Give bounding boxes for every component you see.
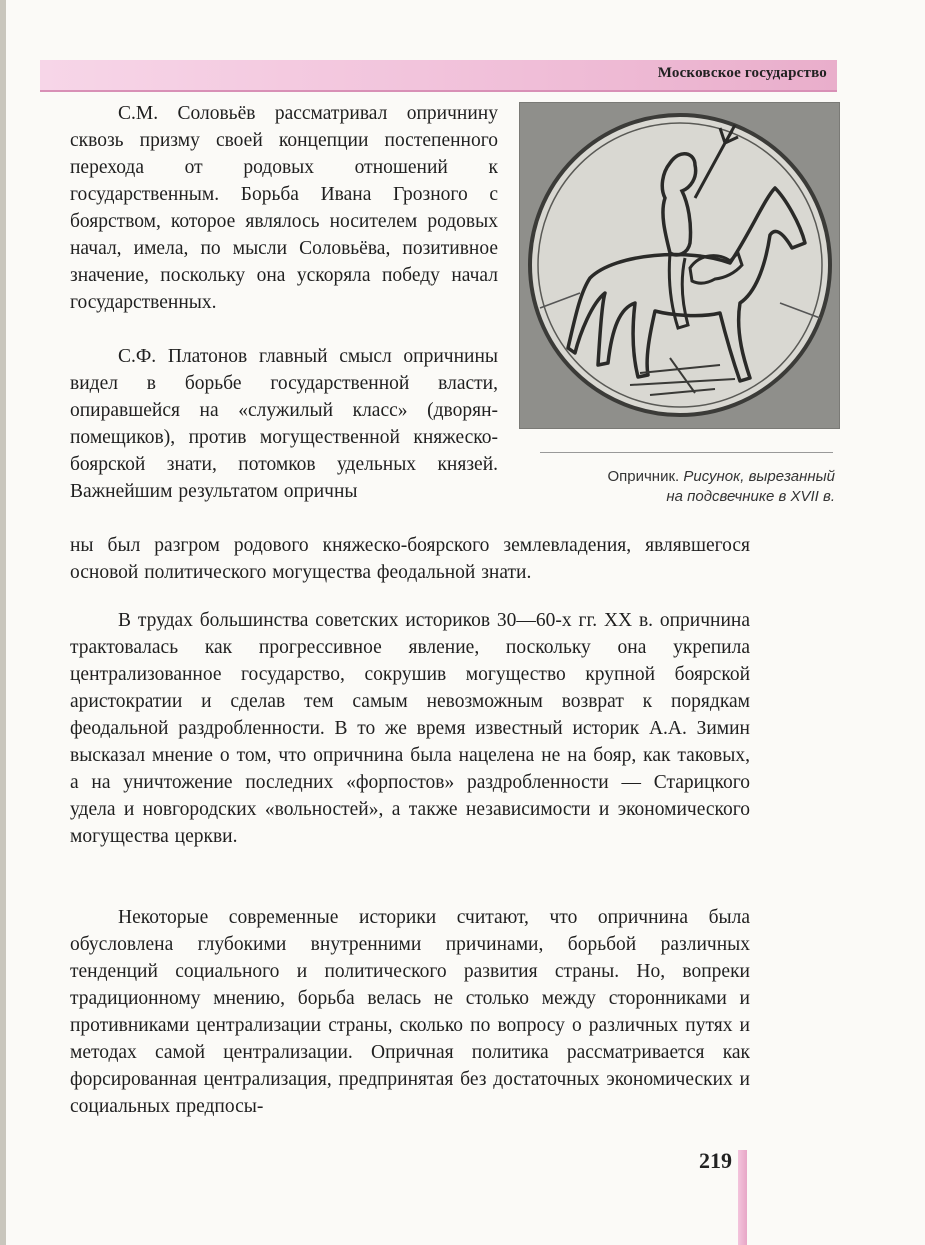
paragraph-text: ны был разгром родового княжеско-боярского землевладения, являвшегося основой политического могущества феодальной знати. xyxy=(70,535,750,583)
paragraph-text: С.Ф. Платонов главный смысл опричнины видел в борьбе государственной власти, опиравшейся на «служилый класс» (дворян-помещиков), против могущественной княжеско-боярской знати, потомков удельных князей. Важнейшим результатом опричны xyxy=(70,346,498,502)
page-binding-edge xyxy=(0,0,6,1245)
caption-divider xyxy=(540,452,833,453)
running-header xyxy=(40,60,837,92)
figure-caption xyxy=(520,467,835,507)
caption-lead: Опричник. xyxy=(607,468,680,485)
paragraph-platonov-continued xyxy=(70,532,750,586)
paragraph-text: В трудах большинства советских историков 30—60-х гг. XX в. опричнина трактовалась как прогрессивное явление, поскольку она укрепила централизованное государство, сокрушив могущество крупной боярской аристократии и сделав тем самым невозможным возврат к порядкам феодальной раздробленности. В то же время известный историк А.А. Зимин высказал мнение о том, что опричнина была нацелена не на бояр, как таковых, а на уничтожение последних «форпостов» раздробленности — Старицкого удела и новгородских «вольностей», а также независимости и экономического могущества церкви. xyxy=(70,610,750,847)
paragraph-text: С.М. Соловьёв рассматривал опричнину сквозь призму своей концепции постепенного перехода от родовых отношений к государственным. Борьба Ивана Грозного с боярством, которое являлось носителем родовых начал, имела, по мысли Соловьёва, позитивное значение, поскольку она ускоряла победу начал государственных. xyxy=(70,103,498,313)
caption-text-line2: на подсвечнике в XVII в. xyxy=(666,488,835,505)
caption-text-line1: Рисунок, вырезанный xyxy=(683,468,835,485)
oprichnik-illustration xyxy=(519,102,840,429)
paragraph-platonov xyxy=(70,343,498,505)
page-number: 219 xyxy=(699,1148,732,1173)
page-side-tab xyxy=(738,1150,747,1245)
section-title: Московское государство xyxy=(657,65,827,81)
paragraph-text: Некоторые современные историки считают, что опричнина была обусловлена глубокими внутренними причинами, борьбой различных тенденций социального и политического развития страны. Но, вопреки традиционному мнению, борьба велась не столько между сторонниками и противниками централизации страны, сколько по вопросу о различных путях и методах самой централизации. Опричная политика рассматривается как форсированная централизация, предпринятая без достаточных экономических и социальных предпосы- xyxy=(70,907,750,1117)
engraving-drawing xyxy=(520,103,839,428)
paragraph-soloviev xyxy=(70,100,498,316)
paragraph-soviet-historians xyxy=(70,607,750,850)
paragraph-modern-historians xyxy=(70,904,750,1120)
